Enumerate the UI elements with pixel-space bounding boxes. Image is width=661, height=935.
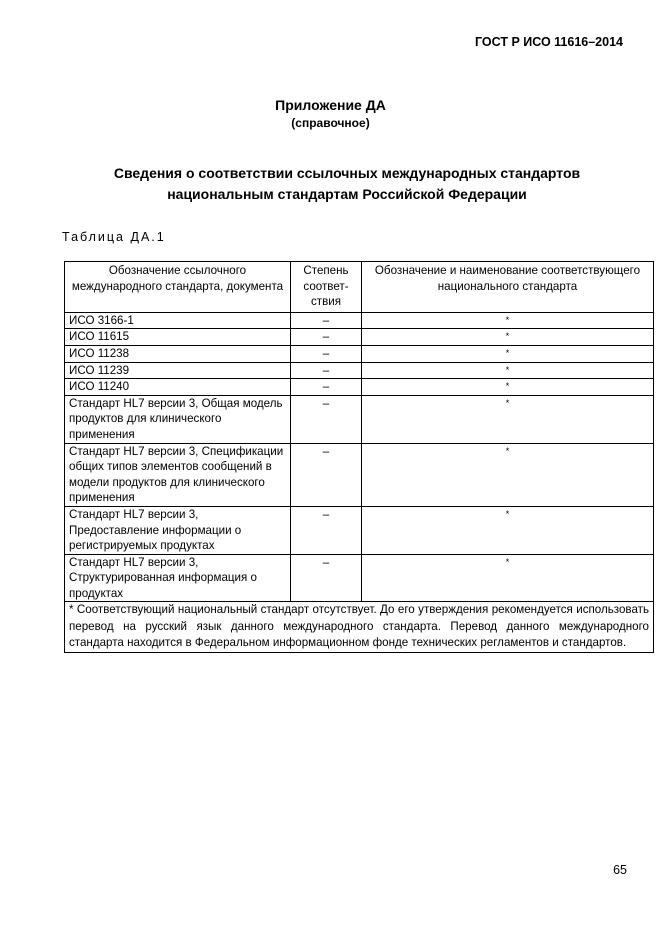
table-row <box>65 345 654 362</box>
column-header-reference: Обозначение ссылочного международного стандарта, документа <box>65 262 291 313</box>
table-row <box>65 506 654 554</box>
table-row <box>65 379 654 396</box>
table-header-row <box>65 262 654 313</box>
cell-national: * <box>362 443 654 506</box>
cell-degree: – <box>291 506 362 554</box>
cell-degree: – <box>291 395 362 443</box>
correspondence-table <box>64 261 654 653</box>
table-row <box>65 443 654 506</box>
cell-reference: ИСО 11238 <box>65 345 291 362</box>
footnote-row <box>65 602 654 653</box>
table-caption: Таблица ДА.1 <box>62 230 166 244</box>
cell-reference: Стандарт HL7 версии 3, Общая модель продуктов для клинического применения <box>65 395 291 443</box>
annex-title: Приложение ДА <box>275 97 386 113</box>
cell-national: * <box>362 312 654 329</box>
cell-national: * <box>362 506 654 554</box>
table-row <box>65 395 654 443</box>
column-header-national: Обозначение и наименование соответствующего национального стандарта <box>362 262 654 313</box>
cell-reference: Стандарт HL7 версии 3, Предоставление информации о регистрируемых продуктах <box>65 506 291 554</box>
cell-reference: ИСО 11615 <box>65 329 291 346</box>
cell-national: * <box>362 345 654 362</box>
table-row <box>65 554 654 602</box>
cell-reference: Стандарт HL7 версии 3, Спецификации общих типов элементов сообщений в модели продуктов для клинического применения <box>65 443 291 506</box>
cell-degree: – <box>291 379 362 396</box>
cell-national: * <box>362 329 654 346</box>
cell-national: * <box>362 395 654 443</box>
table-row <box>65 362 654 379</box>
cell-degree: – <box>291 443 362 506</box>
document-code: ГОСТ Р ИСО 11616–2014 <box>474 35 623 49</box>
cell-degree: – <box>291 312 362 329</box>
table-row <box>65 329 654 346</box>
cell-reference: Стандарт HL7 версии 3, Структурированная информация о продуктах <box>65 554 291 602</box>
cell-reference: ИСО 3166-1 <box>65 312 291 329</box>
cell-national: * <box>362 362 654 379</box>
column-header-degree: Степень соответ-ствия <box>291 262 362 313</box>
table-footnote: * Соответствующий национальный стандарт отсутствует. До его утверждения рекомендуется использовать перевод на русский язык данного международного стандарта. Перевод данного международного стандарта находится в Федеральном информационном фонде технических регламентов и стандартов. <box>65 602 654 653</box>
page-number: 65 <box>613 863 627 877</box>
cell-degree: – <box>291 329 362 346</box>
section-heading-line-2: национальным стандартам Российской Федерации <box>167 186 527 202</box>
table-row <box>65 312 654 329</box>
annex-subtitle: (справочное) <box>291 116 370 130</box>
cell-reference: ИСО 11239 <box>65 362 291 379</box>
section-heading <box>40 163 654 205</box>
section-heading-line-1: Сведения о соответствии ссылочных международных стандартов <box>113 165 581 181</box>
cell-national: * <box>362 379 654 396</box>
cell-degree: – <box>291 345 362 362</box>
cell-reference: ИСО 11240 <box>65 379 291 396</box>
cell-national: * <box>362 554 654 602</box>
cell-degree: – <box>291 362 362 379</box>
cell-degree: – <box>291 554 362 602</box>
